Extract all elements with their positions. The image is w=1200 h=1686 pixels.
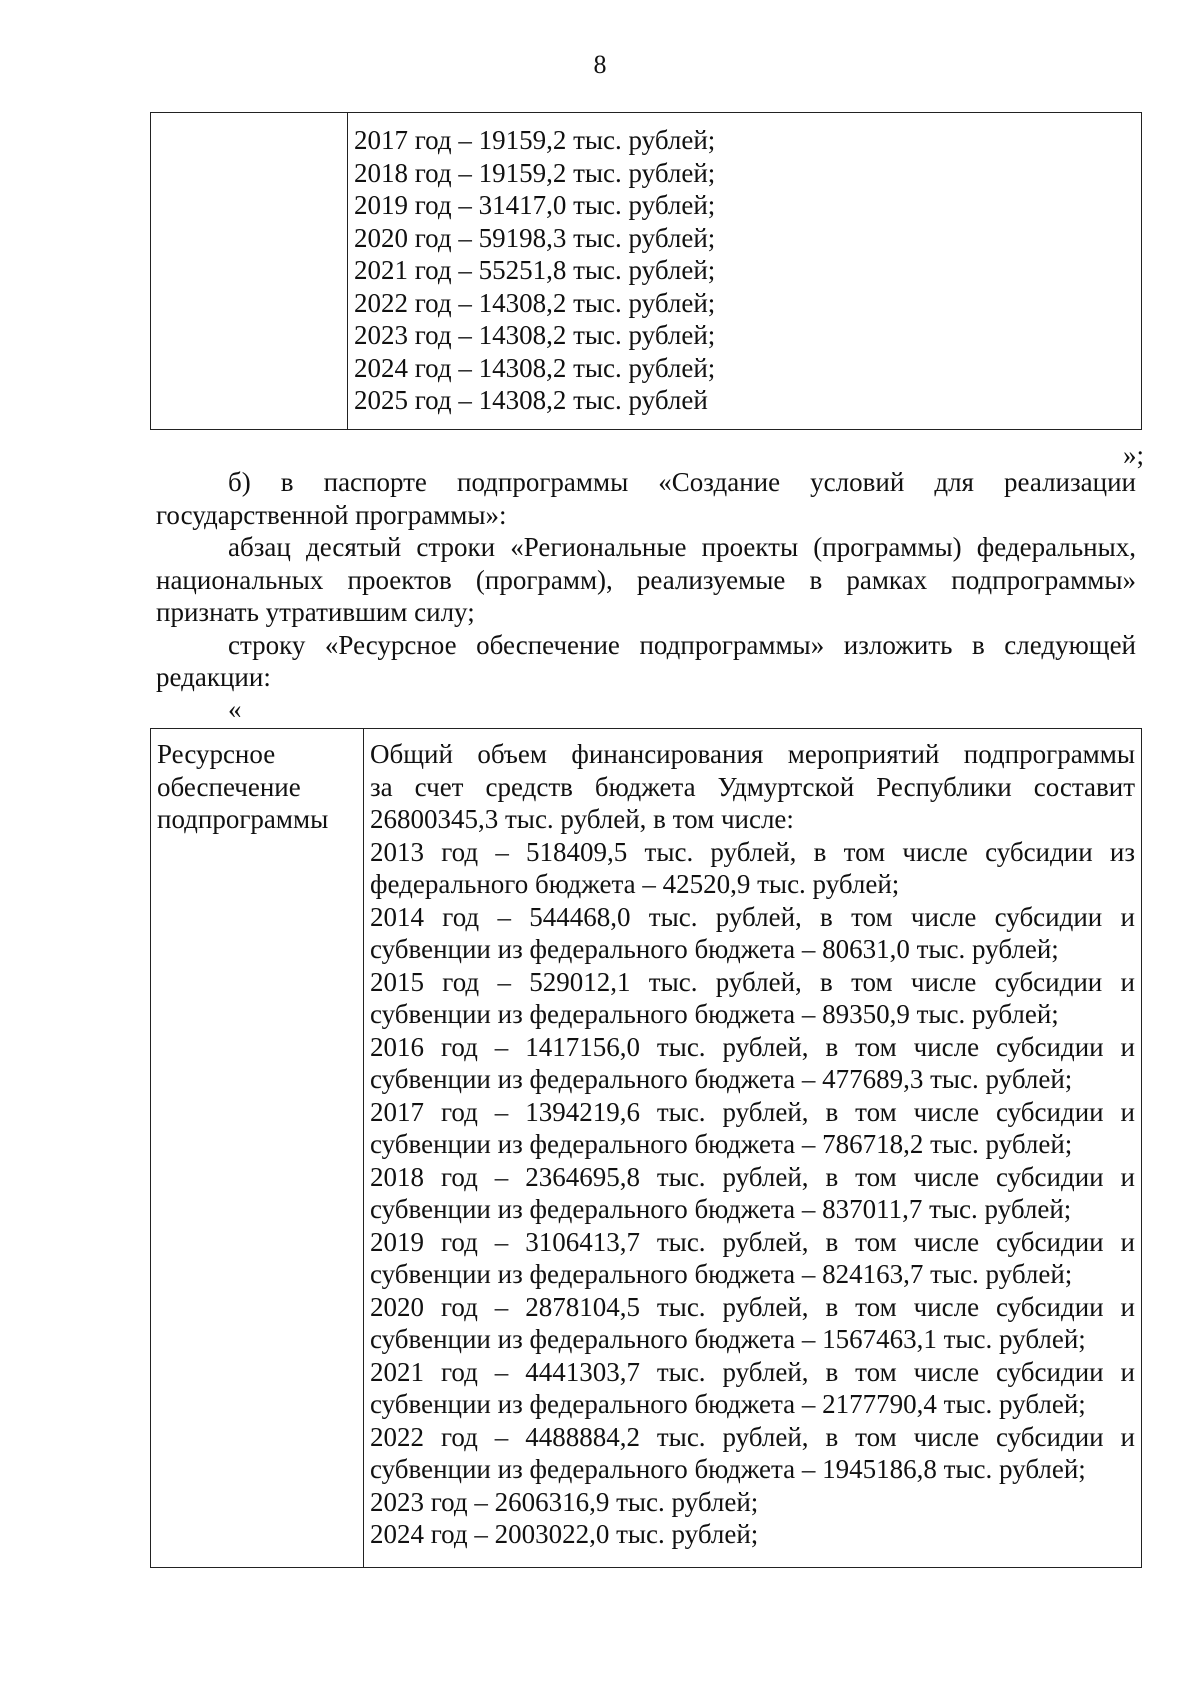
page-number: 8	[593, 50, 607, 79]
row-label-cell	[151, 729, 364, 1568]
paragraph-line: национальных проектов (программ), реализуемые в рамках подпрограммы»	[156, 564, 1136, 595]
resource-provision-table	[150, 728, 1142, 1568]
funding-line: 2019 год – 3106413,7 тыс. рублей, в том числе субсидии и	[370, 1226, 1135, 1257]
funding-line: 2020 год – 2878104,5 тыс. рублей, в том числе субсидии и	[370, 1291, 1135, 1322]
paragraph-line: редакции:	[156, 662, 271, 692]
funding-line: за счет средств бюджета Удмуртской Республики составит	[370, 771, 1135, 802]
table1-line: 2018 год – 19159,2 тыс. рублей;	[354, 157, 716, 188]
funding-line: субвенции из федерального бюджета – 786718,2 тыс. рублей;	[370, 1129, 1073, 1159]
closing-quote: »;	[1122, 440, 1144, 470]
funding-line: 2016 год – 1417156,0 тыс. рублей, в том числе субсидии и	[370, 1031, 1135, 1062]
funding-line: 2023 год – 2606316,9 тыс. рублей;	[370, 1486, 759, 1517]
table1-line: 2023 год – 14308,2 тыс. рублей;	[354, 320, 716, 350]
funding-line: субвенции из федерального бюджета – 1567463,1 тыс. рублей;	[370, 1324, 1086, 1354]
row-label-line: обеспечение	[157, 771, 301, 802]
funding-line: 2015 год – 529012,1 тыс. рублей, в том числе субсидии и	[370, 966, 1135, 997]
table1-line: 2025 год – 14308,2 тыс. рублей	[354, 385, 708, 415]
item-b-line: государственной программы»:	[156, 499, 507, 530]
funding-line: субвенции из федерального бюджета – 824163,7 тыс. рублей;	[370, 1259, 1073, 1289]
table1-line: 2020 год – 59198,3 тыс. рублей;	[354, 222, 716, 253]
funding-line: субвенции из федерального бюджета – 1945186,8 тыс. рублей;	[370, 1454, 1086, 1484]
table1-right-cell	[348, 113, 1142, 430]
funding-line: субвенции из федерального бюджета – 477689,3 тыс. рублей;	[370, 1064, 1073, 1094]
funding-line: субвенции из федерального бюджета – 2177790,4 тыс. рублей;	[370, 1389, 1086, 1419]
funding-table-continuation	[150, 112, 1142, 430]
table1-line: 2017 год – 19159,2 тыс. рублей;	[354, 125, 716, 155]
funding-line: субвенции из федерального бюджета – 80631,0 тыс. рублей;	[370, 934, 1059, 964]
funding-line: субвенции из федерального бюджета – 837011,7 тыс. рублей;	[370, 1194, 1072, 1224]
table1-line: 2022 год – 14308,2 тыс. рублей;	[354, 287, 716, 318]
funding-line: Общий объем финансирования мероприятий подпрограммы	[370, 739, 1135, 769]
funding-details-cell	[364, 729, 1142, 1568]
funding-line: 2013 год – 518409,5 тыс. рублей, в том числе субсидии из	[370, 836, 1135, 867]
funding-line: федерального бюджета – 42520,9 тыс. рублей;	[370, 869, 900, 899]
paragraph-line: строку «Ресурсное обеспечение подпрограммы» изложить в следующей	[228, 629, 1136, 660]
item-b-line: б) в паспорте подпрограммы «Создание условий для реализации	[228, 467, 1136, 497]
funding-line: 26800345,3 тыс. рублей, в том числе:	[370, 804, 794, 834]
open-quote: «	[228, 694, 242, 724]
paragraph-line: признать утратившим силу;	[156, 597, 475, 627]
funding-line: 2014 год – 544468,0 тыс. рублей, в том числе субсидии и	[370, 901, 1135, 932]
table1-line: 2021 год – 55251,8 тыс. рублей;	[354, 255, 716, 285]
funding-line: 2018 год – 2364695,8 тыс. рублей, в том числе субсидии и	[370, 1161, 1135, 1192]
table1-left-cell	[151, 113, 348, 430]
row-label-line: Ресурсное	[157, 739, 276, 769]
paragraph-line: абзац десятый строки «Региональные проекты (программы) федеральных,	[228, 532, 1136, 562]
table1-line: 2024 год – 14308,2 тыс. рублей;	[354, 352, 716, 383]
funding-line: 2022 год – 4488884,2 тыс. рублей, в том числе субсидии и	[370, 1421, 1135, 1452]
funding-line: 2024 год – 2003022,0 тыс. рублей;	[370, 1519, 759, 1549]
body-text	[156, 466, 1136, 694]
row-label-line: подпрограммы	[157, 804, 329, 834]
funding-line: субвенции из федерального бюджета – 89350,9 тыс. рублей;	[370, 999, 1059, 1029]
table1-line: 2019 год – 31417,0 тыс. рублей;	[354, 190, 716, 220]
funding-line: 2017 год – 1394219,6 тыс. рублей, в том числе субсидии и	[370, 1096, 1135, 1127]
funding-line: 2021 год – 4441303,7 тыс. рублей, в том числе субсидии и	[370, 1356, 1135, 1387]
